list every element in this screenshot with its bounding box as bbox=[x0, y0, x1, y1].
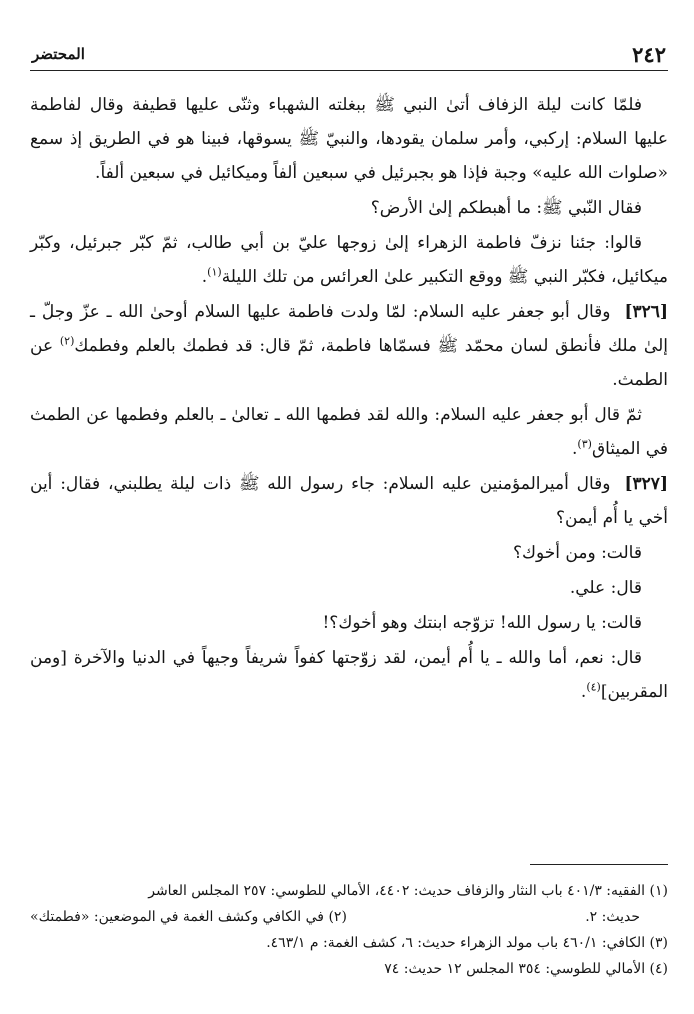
footnote-ref[interactable]: (٢) bbox=[59, 334, 75, 348]
page-number: ٢٤٢ bbox=[632, 42, 666, 67]
footnote-ref[interactable]: (٣) bbox=[577, 437, 592, 451]
paragraph: قالت: يا رسول الله! تزوّجه ابنتك وهو أخوك؟! bbox=[322, 613, 642, 633]
running-title: المحتضر bbox=[32, 45, 85, 63]
book-page bbox=[30, 40, 668, 1000]
footnote-ref[interactable]: (١) bbox=[207, 265, 222, 279]
paragraph: فلمّا كانت ليلة الزفاف أتىٰ النبي ﷺ ببغلته الشهباء وثنّى عليها قطيفة وقال لفاطمة عليها السلام: إركبي، وأمر سلمان يقودها، والنبيّ ﷺ يسوقها، فبينا هو في الطريق إذ سمع «صلوات الله عليه» وجبة فإذا هو بجبرئيل في سبعين ألفاً وميكائيل في سبعين ألفاً. bbox=[30, 95, 668, 183]
footnote-1: (١) الفقيه: ٤٠١/٣ باب النثار والزفاف حديث: ٤٤٠٢، الأمالي للطوسي: ٢٥٧ المجلس العاشر bbox=[148, 883, 668, 899]
hadith-number: [٣٢٦] bbox=[624, 302, 668, 322]
paragraph: قالت: ومن أخوك؟ bbox=[512, 543, 642, 563]
paragraph: فقال النّبي ﷺ: ما أهبطكم إلىٰ الأرض؟ bbox=[370, 198, 642, 218]
main-text bbox=[30, 88, 668, 710]
paragraph: قال: نعم، أما والله ـ يا أُم أيمن، لقد زوّجتها كفواً شريفاً وجيهاً في الدنيا والآخرة [ومن المقربين]$^{(٤)}$. bbox=[30, 648, 668, 702]
footnote-1-continued: حديث: ٢. bbox=[585, 909, 640, 925]
hadith-number: [٣٢٧] bbox=[624, 474, 668, 494]
hadith-paragraph: [٣٢٧]وقال أميرالمؤمنين عليه السلام: جاء رسول الله ﷺ ذات ليلة يطلبني، فقال: أين أخي يا أُم أيمن؟ bbox=[30, 474, 668, 528]
hadith-paragraph: [٣٢٦]وقال أبو جعفر عليه السلام: لمّا ولدت فاطمة عليها السلام أوحىٰ الله ـ عزّ وجلّ ـ إلىٰ ملك فأنطق لسان محمّد ﷺ فسمّاها فاطمة، ثمّ قال: قد فطمك بالعلم وفطمك$^{(٢)}$ عن الطمث. bbox=[30, 302, 668, 390]
footnote-3: (٣) الكافي: ٤٦٠/١ باب مولد الزهراء حديث: ٦، كشف الغمة: م ٤٦٣/١. bbox=[266, 935, 668, 951]
paragraph: ثمّ قال أبو جعفر عليه السلام: والله لقد فطمها الله ـ تعالىٰ ـ بالعلم وفطمها عن الطمث في الميثاق$^{(٣)}$. bbox=[30, 405, 668, 459]
footnote-row bbox=[30, 904, 668, 930]
footnote-separator bbox=[530, 864, 668, 865]
footnotes bbox=[30, 878, 668, 982]
footnote-4: (٤) الأمالي للطوسي: ٣٥٤ المجلس ١٢ حديث: ٧٤ bbox=[384, 961, 668, 977]
paragraph: قال: علي. bbox=[569, 578, 642, 598]
page-header bbox=[30, 40, 668, 71]
footnote-2: (٢) في الكافي وكشف الغمة في الموضعين: «فطمتك» bbox=[30, 909, 347, 925]
paragraph: قالوا: جئنا نزفّ فاطمة الزهراء إلىٰ زوجها عليّ بن أبي طالب، ثمّ كبّر جبرئيل، وكبّر ميكائيل، فكبّر النبي ﷺ ووقع التكبير علىٰ العرائس من تلك الليلة$^{(١)}$. bbox=[30, 233, 668, 287]
footnote-ref[interactable]: (٤) bbox=[586, 680, 601, 694]
